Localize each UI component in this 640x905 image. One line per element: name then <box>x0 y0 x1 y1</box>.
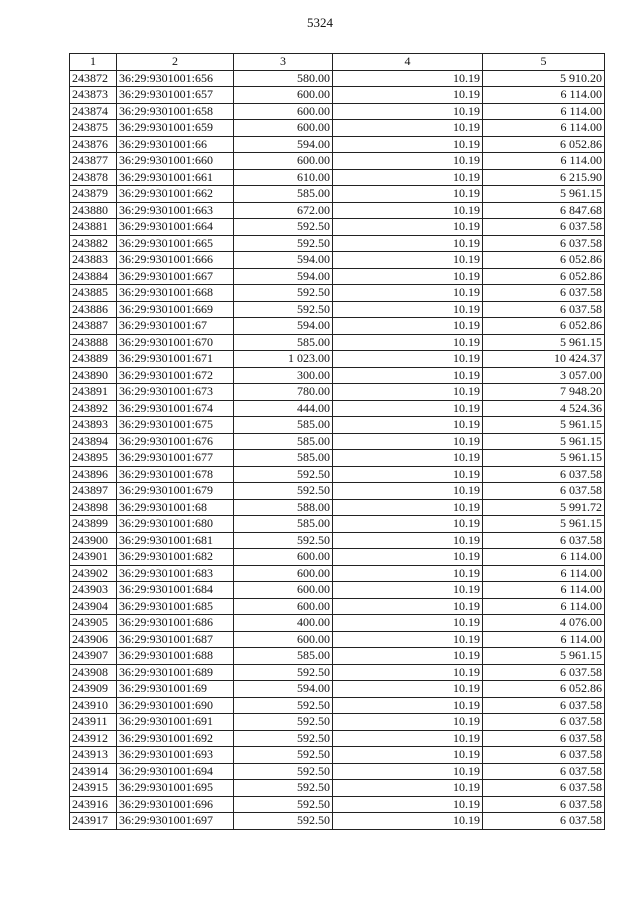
row-number-cell: 243899 <box>70 516 117 533</box>
rate-cell: 10.19 <box>333 730 483 747</box>
rate-cell: 10.19 <box>333 582 483 599</box>
cadastral-number-cell: 36:29:9301001:690 <box>117 697 234 714</box>
area-cell: 592.50 <box>234 532 333 549</box>
table-row <box>70 186 605 203</box>
header-row <box>70 54 605 71</box>
table-row <box>70 516 605 533</box>
cadastral-number-cell: 36:29:9301001:682 <box>117 549 234 566</box>
rate-cell: 10.19 <box>333 318 483 335</box>
table-row <box>70 417 605 434</box>
row-number-cell: 243911 <box>70 714 117 731</box>
rate-cell: 10.19 <box>333 334 483 351</box>
cadastral-number-cell: 36:29:9301001:663 <box>117 202 234 219</box>
amount-cell: 6 052.86 <box>483 268 605 285</box>
table-row <box>70 433 605 450</box>
amount-cell: 6 114.00 <box>483 582 605 599</box>
amount-cell: 6 037.58 <box>483 714 605 731</box>
table-row <box>70 747 605 764</box>
area-cell: 610.00 <box>234 169 333 186</box>
amount-cell: 6 037.58 <box>483 532 605 549</box>
cadastral-number-cell: 36:29:9301001:681 <box>117 532 234 549</box>
amount-cell: 5 961.15 <box>483 417 605 434</box>
area-cell: 585.00 <box>234 417 333 434</box>
area-cell: 594.00 <box>234 252 333 269</box>
rate-cell: 10.19 <box>333 417 483 434</box>
cadastral-number-cell: 36:29:9301001:680 <box>117 516 234 533</box>
area-cell: 592.50 <box>234 813 333 830</box>
area-cell: 580.00 <box>234 70 333 87</box>
rate-cell: 10.19 <box>333 499 483 516</box>
row-number-cell: 243889 <box>70 351 117 368</box>
table-row <box>70 697 605 714</box>
rate-cell: 10.19 <box>333 796 483 813</box>
amount-cell: 10 424.37 <box>483 351 605 368</box>
table-row <box>70 615 605 632</box>
table-row <box>70 681 605 698</box>
row-number-cell: 243909 <box>70 681 117 698</box>
amount-cell: 4 524.36 <box>483 400 605 417</box>
row-number-cell: 243896 <box>70 466 117 483</box>
table-row <box>70 318 605 335</box>
table-row <box>70 730 605 747</box>
cadastral-number-cell: 36:29:9301001:673 <box>117 384 234 401</box>
cadastral-number-cell: 36:29:9301001:685 <box>117 598 234 615</box>
cadastral-number-cell: 36:29:9301001:668 <box>117 285 234 302</box>
amount-cell: 6 215.90 <box>483 169 605 186</box>
row-number-cell: 243893 <box>70 417 117 434</box>
rate-cell: 10.19 <box>333 763 483 780</box>
amount-cell: 6 114.00 <box>483 120 605 137</box>
cadastral-number-cell: 36:29:9301001:67 <box>117 318 234 335</box>
area-cell: 600.00 <box>234 103 333 120</box>
amount-cell: 6 114.00 <box>483 631 605 648</box>
row-number-cell: 243872 <box>70 70 117 87</box>
rate-cell: 10.19 <box>333 103 483 120</box>
table-row <box>70 400 605 417</box>
table-row <box>70 483 605 500</box>
cadastral-number-cell: 36:29:9301001:664 <box>117 219 234 236</box>
row-number-cell: 243886 <box>70 301 117 318</box>
rate-cell: 10.19 <box>333 433 483 450</box>
cadastral-number-cell: 36:29:9301001:68 <box>117 499 234 516</box>
amount-cell: 6 037.58 <box>483 697 605 714</box>
area-cell: 600.00 <box>234 631 333 648</box>
area-cell: 592.50 <box>234 796 333 813</box>
row-number-cell: 243902 <box>70 565 117 582</box>
table-row <box>70 351 605 368</box>
amount-cell: 6 037.58 <box>483 466 605 483</box>
cadastral-number-cell: 36:29:9301001:672 <box>117 367 234 384</box>
column-header-2: 2 <box>117 54 234 71</box>
table-row <box>70 334 605 351</box>
rate-cell: 10.19 <box>333 532 483 549</box>
table-row <box>70 582 605 599</box>
area-cell: 300.00 <box>234 367 333 384</box>
table-row <box>70 648 605 665</box>
row-number-cell: 243898 <box>70 499 117 516</box>
amount-cell: 6 037.58 <box>483 796 605 813</box>
cadastral-number-cell: 36:29:9301001:676 <box>117 433 234 450</box>
amount-cell: 6 052.86 <box>483 681 605 698</box>
amount-cell: 6 052.86 <box>483 136 605 153</box>
row-number-cell: 243908 <box>70 664 117 681</box>
table-row <box>70 219 605 236</box>
row-number-cell: 243906 <box>70 631 117 648</box>
row-number-cell: 243907 <box>70 648 117 665</box>
row-number-cell: 243877 <box>70 153 117 170</box>
table-row <box>70 664 605 681</box>
row-number-cell: 243888 <box>70 334 117 351</box>
amount-cell: 7 948.20 <box>483 384 605 401</box>
rate-cell: 10.19 <box>333 549 483 566</box>
area-cell: 592.50 <box>234 747 333 764</box>
table-row <box>70 367 605 384</box>
table-row <box>70 714 605 731</box>
area-cell: 600.00 <box>234 153 333 170</box>
cadastral-number-cell: 36:29:9301001:675 <box>117 417 234 434</box>
amount-cell: 6 052.86 <box>483 252 605 269</box>
amount-cell: 5 961.15 <box>483 186 605 203</box>
amount-cell: 6 037.58 <box>483 763 605 780</box>
table-row <box>70 120 605 137</box>
table-row <box>70 70 605 87</box>
rate-cell: 10.19 <box>333 268 483 285</box>
rate-cell: 10.19 <box>333 400 483 417</box>
area-cell: 592.50 <box>234 235 333 252</box>
area-cell: 672.00 <box>234 202 333 219</box>
amount-cell: 6 037.58 <box>483 483 605 500</box>
rate-cell: 10.19 <box>333 664 483 681</box>
cadastral-number-cell: 36:29:9301001:697 <box>117 813 234 830</box>
cadastral-number-cell: 36:29:9301001:669 <box>117 301 234 318</box>
table-row <box>70 598 605 615</box>
row-number-cell: 243914 <box>70 763 117 780</box>
rate-cell: 10.19 <box>333 219 483 236</box>
area-cell: 588.00 <box>234 499 333 516</box>
amount-cell: 5 910.20 <box>483 70 605 87</box>
area-cell: 592.50 <box>234 301 333 318</box>
rate-cell: 10.19 <box>333 202 483 219</box>
amount-cell: 4 076.00 <box>483 615 605 632</box>
area-cell: 594.00 <box>234 268 333 285</box>
table-row <box>70 87 605 104</box>
row-number-cell: 243883 <box>70 252 117 269</box>
amount-cell: 6 037.58 <box>483 285 605 302</box>
table-body <box>70 70 605 829</box>
area-cell: 585.00 <box>234 516 333 533</box>
amount-cell: 6 114.00 <box>483 598 605 615</box>
amount-cell: 6 052.86 <box>483 318 605 335</box>
row-number-cell: 243913 <box>70 747 117 764</box>
area-cell: 592.50 <box>234 763 333 780</box>
cadastral-number-cell: 36:29:9301001:687 <box>117 631 234 648</box>
table-row <box>70 450 605 467</box>
rate-cell: 10.19 <box>333 697 483 714</box>
cadastral-number-cell: 36:29:9301001:696 <box>117 796 234 813</box>
rate-cell: 10.19 <box>333 351 483 368</box>
rate-cell: 10.19 <box>333 87 483 104</box>
rate-cell: 10.19 <box>333 747 483 764</box>
area-cell: 594.00 <box>234 136 333 153</box>
cadastral-number-cell: 36:29:9301001:666 <box>117 252 234 269</box>
row-number-cell: 243910 <box>70 697 117 714</box>
table-row <box>70 153 605 170</box>
rate-cell: 10.19 <box>333 70 483 87</box>
cadastral-number-cell: 36:29:9301001:691 <box>117 714 234 731</box>
row-number-cell: 243894 <box>70 433 117 450</box>
area-cell: 592.50 <box>234 780 333 797</box>
row-number-cell: 243874 <box>70 103 117 120</box>
rate-cell: 10.19 <box>333 285 483 302</box>
row-number-cell: 243887 <box>70 318 117 335</box>
cadastral-number-cell: 36:29:9301001:660 <box>117 153 234 170</box>
cadastral-number-cell: 36:29:9301001:69 <box>117 681 234 698</box>
area-cell: 592.50 <box>234 664 333 681</box>
area-cell: 600.00 <box>234 598 333 615</box>
cadastral-number-cell: 36:29:9301001:674 <box>117 400 234 417</box>
area-cell: 585.00 <box>234 334 333 351</box>
row-number-cell: 243917 <box>70 813 117 830</box>
amount-cell: 6 037.58 <box>483 780 605 797</box>
cadastral-number-cell: 36:29:9301001:659 <box>117 120 234 137</box>
amount-cell: 6 847.68 <box>483 202 605 219</box>
amount-cell: 6 114.00 <box>483 103 605 120</box>
row-number-cell: 243897 <box>70 483 117 500</box>
cadastral-number-cell: 36:29:9301001:679 <box>117 483 234 500</box>
cadastral-number-cell: 36:29:9301001:678 <box>117 466 234 483</box>
table-header <box>70 54 605 71</box>
row-number-cell: 243873 <box>70 87 117 104</box>
cadastral-number-cell: 36:29:9301001:665 <box>117 235 234 252</box>
amount-cell: 6 114.00 <box>483 565 605 582</box>
rate-cell: 10.19 <box>333 367 483 384</box>
area-cell: 592.50 <box>234 730 333 747</box>
area-cell: 1 023.00 <box>234 351 333 368</box>
area-cell: 592.50 <box>234 483 333 500</box>
cadastral-number-cell: 36:29:9301001:667 <box>117 268 234 285</box>
amount-cell: 6 037.58 <box>483 219 605 236</box>
rate-cell: 10.19 <box>333 813 483 830</box>
amount-cell: 6 037.58 <box>483 747 605 764</box>
cadastral-number-cell: 36:29:9301001:661 <box>117 169 234 186</box>
row-number-cell: 243885 <box>70 285 117 302</box>
area-cell: 600.00 <box>234 87 333 104</box>
rate-cell: 10.19 <box>333 598 483 615</box>
area-cell: 594.00 <box>234 681 333 698</box>
cadastral-number-cell: 36:29:9301001:656 <box>117 70 234 87</box>
area-cell: 780.00 <box>234 384 333 401</box>
table-row <box>70 466 605 483</box>
rate-cell: 10.19 <box>333 466 483 483</box>
area-cell: 592.50 <box>234 714 333 731</box>
rate-cell: 10.19 <box>333 235 483 252</box>
rate-cell: 10.19 <box>333 252 483 269</box>
area-cell: 592.50 <box>234 285 333 302</box>
table-row <box>70 268 605 285</box>
area-cell: 592.50 <box>234 697 333 714</box>
amount-cell: 5 961.15 <box>483 648 605 665</box>
area-cell: 600.00 <box>234 549 333 566</box>
cadastral-number-cell: 36:29:9301001:670 <box>117 334 234 351</box>
amount-cell: 5 961.15 <box>483 516 605 533</box>
amount-cell: 5 961.15 <box>483 334 605 351</box>
cadastral-number-cell: 36:29:9301001:689 <box>117 664 234 681</box>
table-row <box>70 202 605 219</box>
cadastral-number-cell: 36:29:9301001:692 <box>117 730 234 747</box>
row-number-cell: 243903 <box>70 582 117 599</box>
cadastral-number-cell: 36:29:9301001:677 <box>117 450 234 467</box>
amount-cell: 6 114.00 <box>483 153 605 170</box>
amount-cell: 5 961.15 <box>483 450 605 467</box>
table-row <box>70 285 605 302</box>
rate-cell: 10.19 <box>333 384 483 401</box>
row-number-cell: 243900 <box>70 532 117 549</box>
rate-cell: 10.19 <box>333 169 483 186</box>
amount-cell: 6 037.58 <box>483 235 605 252</box>
row-number-cell: 243915 <box>70 780 117 797</box>
area-cell: 592.50 <box>234 466 333 483</box>
cadastral-number-cell: 36:29:9301001:688 <box>117 648 234 665</box>
rate-cell: 10.19 <box>333 483 483 500</box>
row-number-cell: 243880 <box>70 202 117 219</box>
area-cell: 585.00 <box>234 648 333 665</box>
amount-cell: 5 991.72 <box>483 499 605 516</box>
page-number: 5324 <box>307 15 333 30</box>
row-number-cell: 243916 <box>70 796 117 813</box>
area-cell: 585.00 <box>234 450 333 467</box>
table-row <box>70 103 605 120</box>
cadastral-number-cell: 36:29:9301001:671 <box>117 351 234 368</box>
rate-cell: 10.19 <box>333 615 483 632</box>
table-row <box>70 235 605 252</box>
rate-cell: 10.19 <box>333 780 483 797</box>
area-cell: 400.00 <box>234 615 333 632</box>
row-number-cell: 243882 <box>70 235 117 252</box>
area-cell: 585.00 <box>234 433 333 450</box>
area-cell: 600.00 <box>234 582 333 599</box>
rate-cell: 10.19 <box>333 450 483 467</box>
rate-cell: 10.19 <box>333 681 483 698</box>
column-header-1: 1 <box>70 54 117 71</box>
table-row <box>70 763 605 780</box>
table-row <box>70 136 605 153</box>
column-header-4: 4 <box>333 54 483 71</box>
table-row <box>70 301 605 318</box>
amount-cell: 6 037.58 <box>483 730 605 747</box>
row-number-cell: 243881 <box>70 219 117 236</box>
rate-cell: 10.19 <box>333 186 483 203</box>
table-row <box>70 499 605 516</box>
table-row <box>70 813 605 830</box>
cadastral-number-cell: 36:29:9301001:693 <box>117 747 234 764</box>
row-number-cell: 243876 <box>70 136 117 153</box>
cadastral-number-cell: 36:29:9301001:684 <box>117 582 234 599</box>
table-row <box>70 252 605 269</box>
amount-cell: 6 037.58 <box>483 813 605 830</box>
area-cell: 444.00 <box>234 400 333 417</box>
area-cell: 592.50 <box>234 219 333 236</box>
data-table <box>69 53 605 830</box>
cadastral-number-cell: 36:29:9301001:686 <box>117 615 234 632</box>
rate-cell: 10.19 <box>333 120 483 137</box>
table-row <box>70 796 605 813</box>
row-number-cell: 243901 <box>70 549 117 566</box>
row-number-cell: 243904 <box>70 598 117 615</box>
amount-cell: 6 037.58 <box>483 664 605 681</box>
cadastral-number-cell: 36:29:9301001:658 <box>117 103 234 120</box>
cadastral-number-cell: 36:29:9301001:694 <box>117 763 234 780</box>
column-header-5: 5 <box>483 54 605 71</box>
rate-cell: 10.19 <box>333 648 483 665</box>
row-number-cell: 243878 <box>70 169 117 186</box>
row-number-cell: 243879 <box>70 186 117 203</box>
row-number-cell: 243905 <box>70 615 117 632</box>
area-cell: 600.00 <box>234 120 333 137</box>
rate-cell: 10.19 <box>333 153 483 170</box>
rate-cell: 10.19 <box>333 631 483 648</box>
cadastral-number-cell: 36:29:9301001:657 <box>117 87 234 104</box>
rate-cell: 10.19 <box>333 516 483 533</box>
row-number-cell: 243895 <box>70 450 117 467</box>
table-row <box>70 169 605 186</box>
cadastral-number-cell: 36:29:9301001:66 <box>117 136 234 153</box>
area-cell: 585.00 <box>234 186 333 203</box>
amount-cell: 6 114.00 <box>483 549 605 566</box>
row-number-cell: 243892 <box>70 400 117 417</box>
rate-cell: 10.19 <box>333 714 483 731</box>
table-row <box>70 532 605 549</box>
table-row <box>70 780 605 797</box>
cadastral-number-cell: 36:29:9301001:662 <box>117 186 234 203</box>
row-number-cell: 243891 <box>70 384 117 401</box>
rate-cell: 10.19 <box>333 565 483 582</box>
column-header-3: 3 <box>234 54 333 71</box>
table-row <box>70 565 605 582</box>
cadastral-number-cell: 36:29:9301001:695 <box>117 780 234 797</box>
row-number-cell: 243875 <box>70 120 117 137</box>
cadastral-number-cell: 36:29:9301001:683 <box>117 565 234 582</box>
table-row <box>70 384 605 401</box>
amount-cell: 5 961.15 <box>483 433 605 450</box>
area-cell: 600.00 <box>234 565 333 582</box>
row-number-cell: 243890 <box>70 367 117 384</box>
table-row <box>70 631 605 648</box>
amount-cell: 6 114.00 <box>483 87 605 104</box>
row-number-cell: 243884 <box>70 268 117 285</box>
rate-cell: 10.19 <box>333 136 483 153</box>
amount-cell: 6 037.58 <box>483 301 605 318</box>
table-row <box>70 549 605 566</box>
row-number-cell: 243912 <box>70 730 117 747</box>
area-cell: 594.00 <box>234 318 333 335</box>
rate-cell: 10.19 <box>333 301 483 318</box>
amount-cell: 3 057.00 <box>483 367 605 384</box>
